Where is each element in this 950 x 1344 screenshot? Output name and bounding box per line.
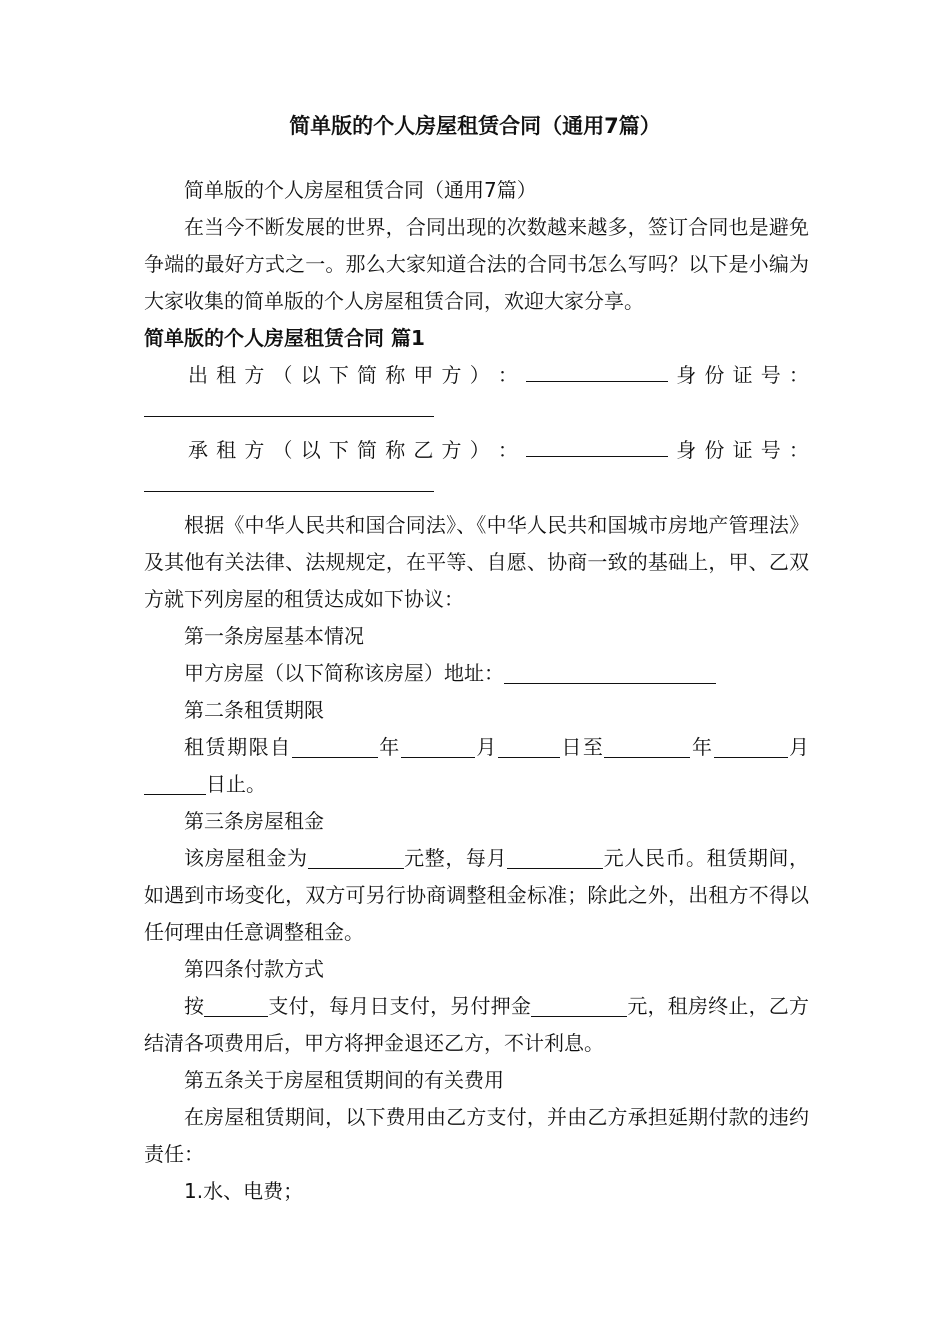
lessor-name-blank[interactable] <box>526 357 668 382</box>
start-month-blank[interactable] <box>401 733 475 758</box>
article-4-heading: 第四条付款方式 <box>184 957 324 981</box>
end-day-blank[interactable] <box>144 770 206 795</box>
subtitle: 简单版的个人房屋租赁合同（通用7篇） <box>184 178 537 202</box>
end-month-blank[interactable] <box>714 733 788 758</box>
lessee-id-blank[interactable] <box>144 469 434 492</box>
deposit-blank[interactable] <box>531 992 627 1017</box>
lessor-id-blank[interactable] <box>144 394 434 417</box>
article-1-address: 甲方房屋（以下简称该房屋）地址： <box>144 655 809 692</box>
address-blank[interactable] <box>504 659 716 684</box>
article-5-heading: 第五条关于房屋租赁期间的有关费用 <box>184 1068 504 1092</box>
lessee-line: 承 租 方 （ 以 下 简 称 乙 方 ） ： 身 份 证 号 ： <box>144 432 809 469</box>
end-year-blank[interactable] <box>604 733 690 758</box>
document-body <box>144 172 809 1210</box>
section-heading: 简单版的个人房屋租赁合同 篇1 <box>144 326 425 350</box>
article-1-heading: 第一条房屋基本情况 <box>184 624 364 648</box>
rent-monthly-blank[interactable] <box>507 844 603 869</box>
article-3-rent: 该房屋租金为 元整，每月 元人民币。租赁期间，如遇到市场变化，双方可另行协商调整租金标准；除此之外，出租方不得以任何理由任意调整租金。 <box>144 846 810 944</box>
intro-paragraph: 在当今不断发展的世界，合同出现的次数越来越多，签订合同也是避免争端的最好方式之一。那么大家知道合法的合同书怎么写吗？以下是小编为大家收集的简单版的个人房屋租赁合同，欢迎大家分享。 <box>144 215 809 313</box>
article-5-item-1: 1.水、电费； <box>184 1179 304 1203</box>
article-2-heading: 第二条租赁期限 <box>184 698 324 722</box>
document-title: 简单版的个人房屋租赁合同（通用7篇） <box>289 114 661 138</box>
article-3-heading: 第三条房屋租金 <box>184 809 324 833</box>
start-day-blank[interactable] <box>498 733 560 758</box>
article-4-payment: 按 支付，每月日支付，另付押金 元，租房终止，乙方结清各项费用后，甲方将押金退还乙方，不计利息。 <box>144 994 810 1055</box>
rent-total-blank[interactable] <box>308 844 404 869</box>
article-2-term: 租赁期限自 年 月 日至 年 月日止。 <box>144 729 809 803</box>
start-year-blank[interactable] <box>292 733 378 758</box>
lessee-name-blank[interactable] <box>526 432 668 457</box>
payment-method-blank[interactable] <box>204 992 268 1017</box>
article-5-text: 在房屋租赁期间，以下费用由乙方支付，并由乙方承担延期付款的违约责任： <box>144 1105 809 1166</box>
lessor-line: 出 租 方 （ 以 下 简 称 甲 方 ） ： 身 份 证 号 ： <box>144 357 809 394</box>
basis-paragraph: 根据《中华人民共和国合同法》、《中华人民共和国城市房地产管理法》及其他有关法律、法规规定，在平等、自愿、协商一致的基础上，甲、乙双方就下列房屋的租赁达成如下协议： <box>144 513 809 611</box>
